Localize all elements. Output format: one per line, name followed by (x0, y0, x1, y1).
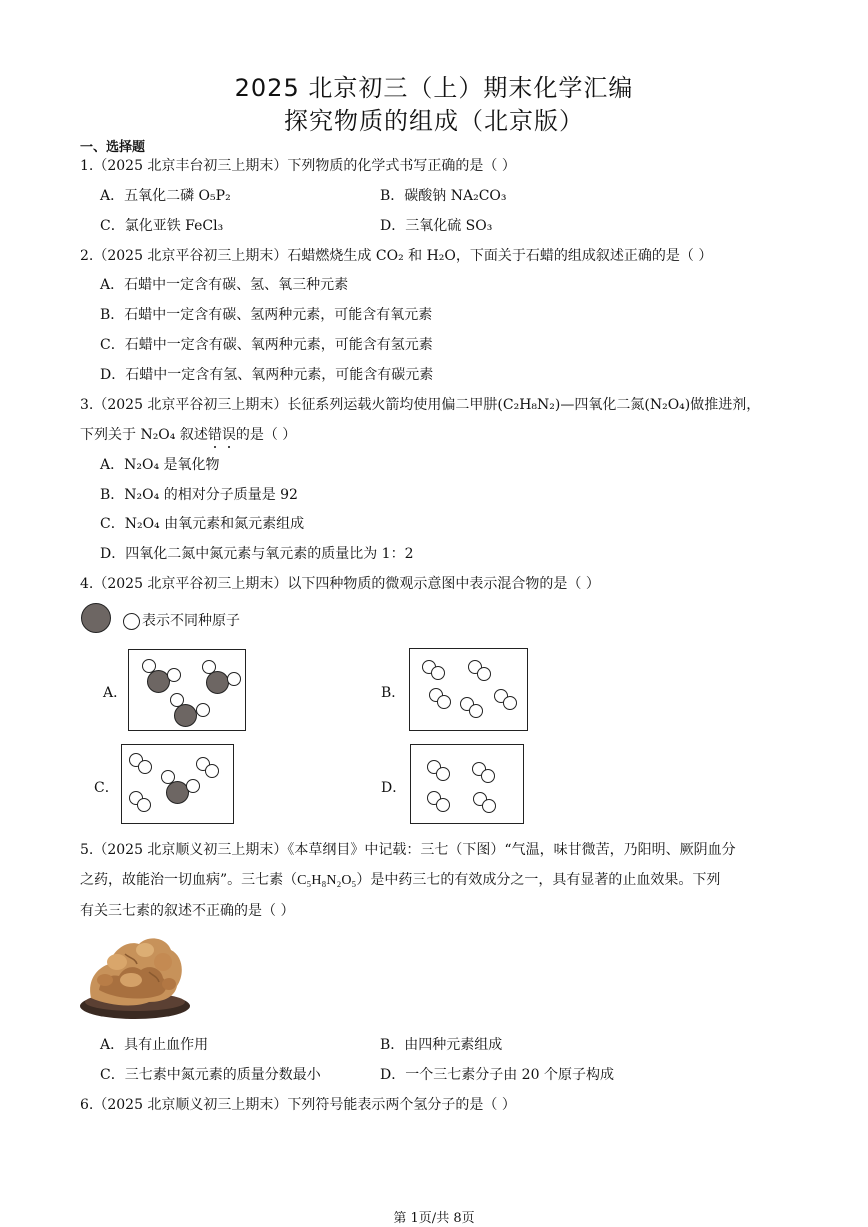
large-atom-icon (174, 704, 197, 727)
small-atom-icon (137, 798, 151, 812)
question-5-stem-pre: 之药，故能治一切血病”。三七素（ (80, 872, 298, 888)
small-atom-icon (196, 703, 210, 717)
small-atom-icon (186, 779, 200, 793)
diagram-a-label: A． (103, 685, 128, 701)
question-1-option-b: B．碳酸钠 NA₂CO₃ (380, 188, 507, 204)
large-atom-icon (206, 671, 229, 694)
question-5-option-b: B．由四种元素组成 (380, 1037, 503, 1053)
small-atom-icon (167, 668, 181, 682)
question-2-option-a: A．石蜡中一定含有碳、氢、氧三种元素 (100, 277, 349, 293)
question-1-option-a: A．五氧化二磷 O₅P₂ (100, 188, 231, 204)
small-atom-icon (436, 798, 450, 812)
section-label: 一、选择题 (80, 140, 146, 155)
legend-large-atom-icon (81, 603, 111, 633)
page-subtitle: 探究物质的组成（北京版） (284, 107, 584, 135)
question-5-option-d: D．一个三七素分子由 20 个原子构成 (380, 1067, 614, 1083)
question-3-option-c: C．N₂O₄ 由氧元素和氮元素组成 (100, 516, 305, 532)
small-atom-icon (477, 667, 491, 681)
page-footer: 第 1页/共 8页 (393, 1211, 475, 1226)
small-atom-icon (205, 764, 219, 778)
question-4-stem: 4.（2025 北京平谷初三上期末）以下四种物质的微观示意图中表示混合物的是（ ） (80, 576, 600, 592)
diagram-d-box (410, 744, 524, 824)
small-atom-icon (469, 704, 483, 718)
small-atom-icon (481, 769, 495, 783)
question-5-stem-line3: 有关三七素的叙述不正确的是（ ） (80, 903, 295, 919)
sanqi-herb-image (79, 928, 191, 1020)
small-atom-icon (436, 767, 450, 781)
formula-sanqisu: C₅H₈N₂O₅ (297, 873, 357, 888)
diagram-b-label: B． (381, 685, 406, 701)
question-3-stem-line1: 3.（2025 北京平谷初三上期末）长征系列运载火箭均使用偏二甲肼(C₂H₈N₂)—四氧化二氮(N₂O₄)做推进剂， (80, 397, 761, 413)
question-1-option-c: C．氯化亚铁 FeCl₃ (100, 218, 224, 234)
question-5-option-c: C．三七素中氮元素的质量分数最小 (100, 1067, 321, 1083)
diagram-b-box (409, 648, 528, 731)
legend-small-atom-icon (123, 613, 140, 630)
question-2-stem: 2.（2025 北京平谷初三上期末）石蜡燃烧生成 CO₂ 和 H₂O，下面关于石蜡的组成叙述正确的是（ ） (80, 248, 713, 264)
question-2-option-b: B．石蜡中一定含有碳、氢两种元素，可能含有氧元素 (100, 307, 433, 323)
question-6-stem: 6.（2025 北京顺义初三上期末）下列符号能表示两个氢分子的是（ ） (80, 1097, 516, 1113)
question-3-option-a: A．N₂O₄ 是氧化物 (100, 457, 220, 473)
question-1-option-d: D．三氧化硫 SO₃ (380, 218, 493, 234)
question-5-stem-line1: 5.（2025 北京顺义初三上期末）《本草纲目》中记载：三七（下图）“气温，味甘微苦，乃阳明、厥阴血分 (80, 842, 736, 858)
question-5-stem-post: ）是中药三七的有效成分之一，具有显著的止血效果。下列 (356, 872, 721, 888)
page-title: 2025 北京初三（上）期末化学汇编 (234, 74, 634, 102)
small-atom-icon (437, 695, 451, 709)
question-2-option-c: C．石蜡中一定含有碳、氧两种元素，可能含有氢元素 (100, 337, 433, 353)
small-atom-icon (503, 696, 517, 710)
legend-text: 表示不同种原子 (142, 613, 240, 629)
question-5-option-a: A．具有止血作用 (100, 1037, 209, 1053)
question-3-option-d: D．四氧化二氮中氮元素与氧元素的质量比为 1：2 (100, 546, 414, 562)
diagram-d-label: D． (381, 780, 407, 796)
small-atom-icon (482, 799, 496, 813)
emphasis-char-1: 错 (207, 427, 222, 443)
diagram-a-box (128, 649, 246, 731)
question-3-stem-post: 的是（ ） (235, 427, 297, 443)
emphasis-char-2: 误 (221, 427, 236, 443)
diagram-c-label: C． (94, 780, 119, 796)
question-2-option-d: D．石蜡中一定含有氢、氧两种元素，可能含有碳元素 (100, 367, 434, 383)
question-3-stem-pre: 下列关于 N₂O₄ 叙述 (80, 427, 208, 443)
question-3-stem-line2 (80, 424, 296, 444)
question-1-stem: 1.（2025 北京丰台初三上期末）下列物质的化学式书写正确的是（ ） (80, 158, 516, 174)
small-atom-icon (431, 666, 445, 680)
question-3-option-b: B．N₂O₄ 的相对分子质量是 92 (100, 487, 298, 503)
small-atom-icon (138, 760, 152, 774)
small-atom-icon (227, 672, 241, 686)
question-5-stem-line2 (80, 869, 720, 889)
diagram-c-box (121, 744, 234, 824)
